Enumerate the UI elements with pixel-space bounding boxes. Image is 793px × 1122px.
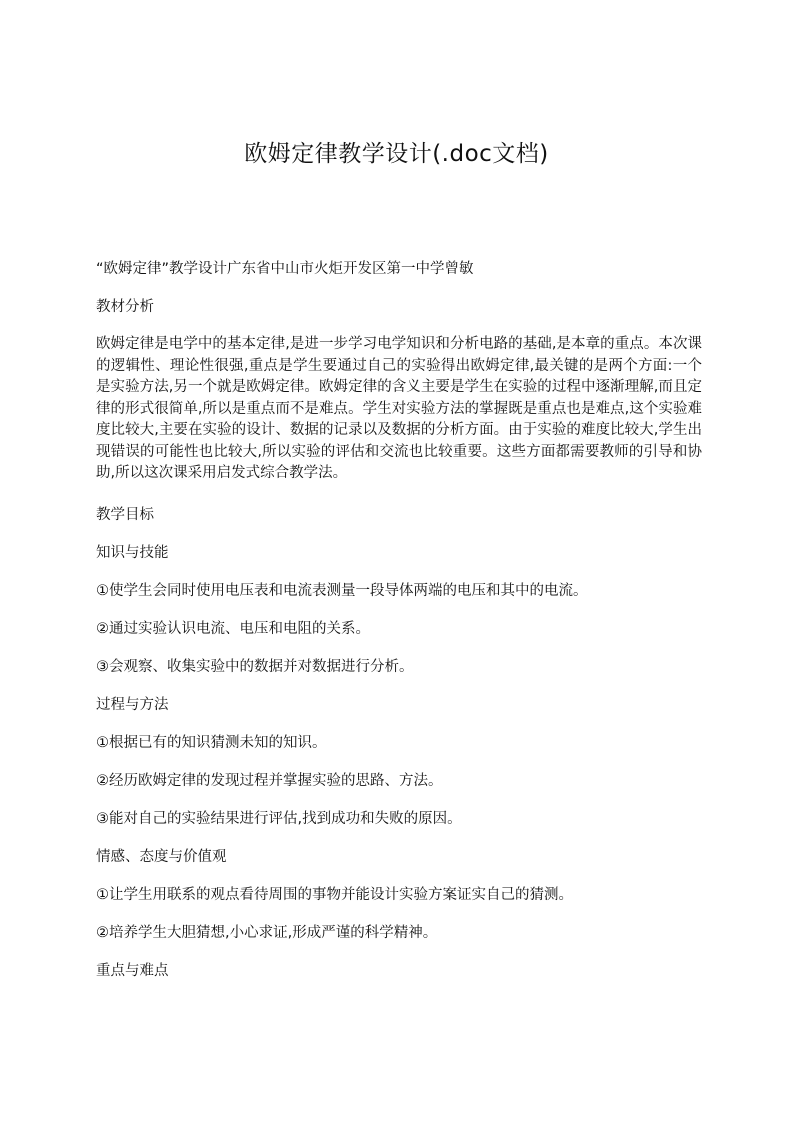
list-item: ①根据已有的知识猜测未知的知识。 (96, 734, 327, 751)
list-item: ③能对自己的实验结果进行评估,找到成功和失败的原因。 (96, 810, 462, 827)
subheading-process-methods: 过程与方法 (96, 696, 169, 713)
list-item: ①让学生用联系的观点看待周围的事物并能设计实验方案证实自己的猜测。 (96, 886, 573, 903)
section-heading-key-difficult-points: 重点与难点 (96, 962, 169, 979)
list-item: ①使学生会同时使用电压表和电流表测量一段导体两端的电压和其中的电流。 (96, 582, 588, 599)
section-heading-teaching-goals: 教学目标 (96, 506, 154, 523)
section-heading-textbook-analysis: 教材分析 (96, 299, 154, 315)
list-item: ③会观察、收集实验中的数据并对数据进行分析。 (96, 658, 414, 675)
document-body (96, 258, 702, 998)
list-item: ②通过实验认识电流、电压和电阻的关系。 (96, 620, 370, 637)
author-line: “欧姆定律”教学设计广东省中山市火炬开发区第一中学曾敏 (96, 261, 474, 277)
list-item: ②经历欧姆定律的发现过程并掌握实验的思路、方法。 (96, 772, 443, 789)
document-title: 欧姆定律教学设计(.doc文档) (244, 141, 549, 167)
subheading-attitudes-values: 情感、态度与价值观 (96, 848, 227, 865)
subheading-knowledge-skills: 知识与技能 (96, 544, 169, 561)
textbook-analysis-paragraph: 欧姆定律是电学中的基本定律,是进一步学习电学知识和分析电路的基础,是本章的重点。本次课的逻辑性、理论性很强,重点是学生要通过自己的实验得出欧姆定律,最关键的是两个方面:一个是实验方法,另一个就是欧姆定律。欧姆定律的含义主要是学生在实验的过程中逐渐理解,而且定律的形式很简单,所以是重点而不是难点。学生对实验方法的掌握既是重点也是难点,这个实验难度比较大,主要在实验的设计、数据的记录以及数据的分析方面。由于实验的难度比较大,学生出现错误的可能性也比较大,所以实验的评估和交流也比较重要。这些方面都需要教师的引导和协助,所以这次课采用启发式综合教学法。 (96, 336, 702, 481)
list-item: ②培养学生大胆猜想,小心求证,形成严谨的科学精神。 (96, 924, 438, 941)
